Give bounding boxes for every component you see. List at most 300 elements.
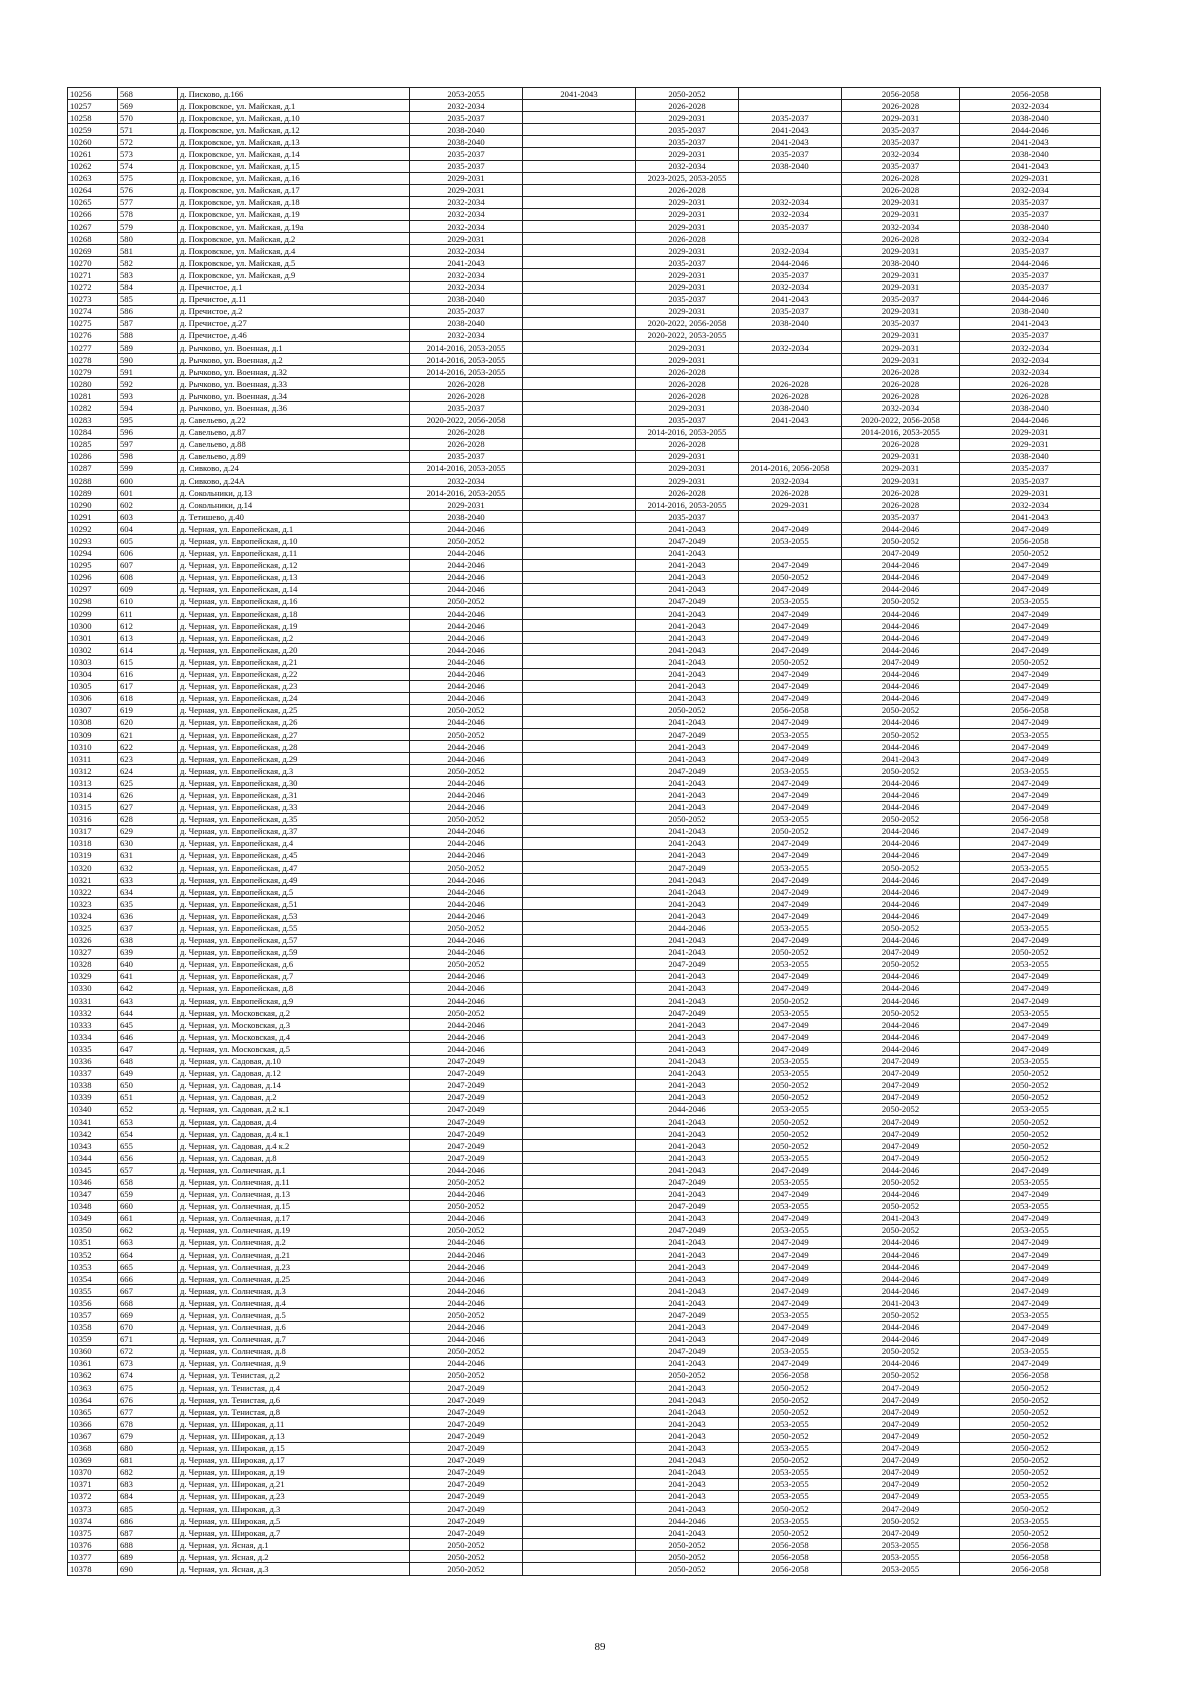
address-cell: д. Черная, ул. Европейская, д.51: [178, 898, 410, 910]
period-col-3-cell: 2050-2052: [636, 1369, 739, 1381]
period-col-2-cell: [523, 402, 636, 414]
row-number-cell: 686: [118, 1515, 178, 1527]
address-cell: д. Черная, ул. Европейская, д.14: [178, 583, 410, 595]
row-number-cell: 621: [118, 728, 178, 740]
row-id-cell: 10319: [68, 849, 118, 861]
period-col-4-cell: 2053-2055: [739, 1007, 842, 1019]
row-number-cell: 647: [118, 1043, 178, 1055]
period-col-2-cell: [523, 704, 636, 716]
period-col-6-cell: 2053-2055: [960, 1103, 1101, 1115]
table-row: [68, 1273, 1101, 1285]
address-cell: д. Черная, ул. Европейская, д.23: [178, 680, 410, 692]
period-col-1-cell: 2029-2031: [410, 184, 523, 196]
period-col-2-cell: [523, 1382, 636, 1394]
row-id-cell: 10339: [68, 1091, 118, 1103]
period-col-1-cell: 2047-2049: [410, 1055, 523, 1067]
period-col-2-cell: [523, 293, 636, 305]
period-col-4-cell: 2050-2052: [739, 946, 842, 958]
period-col-4-cell: 2053-2055: [739, 1103, 842, 1115]
period-col-4-cell: 2047-2049: [739, 632, 842, 644]
period-col-4-cell: 2053-2055: [739, 1152, 842, 1164]
period-col-2-cell: [523, 1019, 636, 1031]
address-cell: д. Черная, ул. Европейская, д.33: [178, 801, 410, 813]
period-col-6-cell: 2053-2055: [960, 958, 1101, 970]
address-cell: д. Покровское, ул. Майская, д.19: [178, 208, 410, 220]
period-col-6-cell: 2053-2055: [960, 862, 1101, 874]
row-id-cell: 10369: [68, 1454, 118, 1466]
period-col-5-cell: 2044-2046: [842, 644, 960, 656]
table-row: [68, 608, 1101, 620]
row-id-cell: 10328: [68, 958, 118, 970]
period-col-4-cell: 2053-2055: [739, 958, 842, 970]
period-col-2-cell: [523, 632, 636, 644]
table-row: [68, 1043, 1101, 1055]
period-col-3-cell: 2044-2046: [636, 1103, 739, 1115]
period-col-5-cell: 2044-2046: [842, 1357, 960, 1369]
period-col-1-cell: 2050-2052: [410, 1539, 523, 1551]
table-row: [68, 1031, 1101, 1043]
row-number-cell: 614: [118, 644, 178, 656]
period-col-4-cell: 2047-2049: [739, 1321, 842, 1333]
row-id-cell: 10276: [68, 329, 118, 341]
period-col-1-cell: 2050-2052: [410, 1345, 523, 1357]
period-col-1-cell: 2038-2040: [410, 511, 523, 523]
address-cell: д. Черная, ул. Тенистая, д.6: [178, 1394, 410, 1406]
period-col-2-cell: [523, 547, 636, 559]
address-cell: д. Покровское, ул. Майская, д.5: [178, 257, 410, 269]
address-cell: д. Черная, ул. Широкая, д.13: [178, 1430, 410, 1442]
period-col-3-cell: 2047-2049: [636, 765, 739, 777]
row-id-cell: 10259: [68, 124, 118, 136]
row-id-cell: 10373: [68, 1502, 118, 1514]
row-id-cell: 10345: [68, 1164, 118, 1176]
period-col-6-cell: 2047-2049: [960, 801, 1101, 813]
period-col-3-cell: 2014-2016, 2053-2055: [636, 426, 739, 438]
table-row: [68, 281, 1101, 293]
period-col-2-cell: [523, 535, 636, 547]
period-col-3-cell: 2035-2037: [636, 511, 739, 523]
row-id-cell: 10322: [68, 886, 118, 898]
row-number-cell: 678: [118, 1418, 178, 1430]
table-row: [68, 946, 1101, 958]
period-col-6-cell: 2047-2049: [960, 970, 1101, 982]
address-cell: д. Сокольники, д.13: [178, 487, 410, 499]
period-col-2-cell: [523, 438, 636, 450]
address-cell: д. Рычково, ул. Военная, д.32: [178, 366, 410, 378]
period-col-3-cell: 2047-2049: [636, 1345, 739, 1357]
period-col-2-cell: [523, 329, 636, 341]
period-col-2-cell: [523, 317, 636, 329]
period-col-3-cell: 2041-2043: [636, 970, 739, 982]
table-row: [68, 680, 1101, 692]
address-cell: д. Черная, ул. Широкая, д.23: [178, 1490, 410, 1502]
period-col-5-cell: 2047-2049: [842, 656, 960, 668]
period-col-5-cell: 2047-2049: [842, 1128, 960, 1140]
period-col-5-cell: 2047-2049: [842, 1140, 960, 1152]
period-col-3-cell: 2050-2052: [636, 1551, 739, 1563]
period-col-1-cell: 2029-2031: [410, 233, 523, 245]
period-col-3-cell: 2029-2031: [636, 305, 739, 317]
period-col-3-cell: 2041-2043: [636, 716, 739, 728]
row-number-cell: 672: [118, 1345, 178, 1357]
row-id-cell: 10308: [68, 716, 118, 728]
table-row: [68, 1490, 1101, 1502]
row-id-cell: 10279: [68, 366, 118, 378]
address-cell: д. Пречистое, д.1: [178, 281, 410, 293]
period-col-6-cell: 2047-2049: [960, 608, 1101, 620]
period-col-3-cell: 2041-2043: [636, 571, 739, 583]
row-number-cell: 596: [118, 426, 178, 438]
period-col-2-cell: [523, 1394, 636, 1406]
period-col-5-cell: 2032-2034: [842, 402, 960, 414]
period-col-2-cell: [523, 196, 636, 208]
row-number-cell: 639: [118, 946, 178, 958]
period-col-3-cell: 2041-2043: [636, 910, 739, 922]
period-col-3-cell: 2041-2043: [636, 1079, 739, 1091]
period-col-5-cell: 2053-2055: [842, 1563, 960, 1575]
period-col-3-cell: 2047-2049: [636, 1176, 739, 1188]
row-number-cell: 603: [118, 511, 178, 523]
period-col-4-cell: 2032-2034: [739, 245, 842, 257]
row-number-cell: 610: [118, 595, 178, 607]
period-col-2-cell: [523, 426, 636, 438]
period-col-4-cell: 2041-2043: [739, 414, 842, 426]
period-col-2-cell: [523, 1273, 636, 1285]
table-row: [68, 789, 1101, 801]
period-col-3-cell: 2041-2043: [636, 1236, 739, 1248]
period-col-1-cell: 2032-2034: [410, 281, 523, 293]
period-col-4-cell: 2053-2055: [739, 1478, 842, 1490]
period-col-5-cell: 2047-2049: [842, 1091, 960, 1103]
period-col-3-cell: 2032-2034: [636, 160, 739, 172]
row-number-cell: 578: [118, 208, 178, 220]
period-col-6-cell: 2050-2052: [960, 1442, 1101, 1454]
period-col-3-cell: 2026-2028: [636, 184, 739, 196]
period-col-3-cell: 2041-2043: [636, 1430, 739, 1442]
period-col-6-cell: 2050-2052: [960, 1140, 1101, 1152]
period-col-6-cell: 2047-2049: [960, 849, 1101, 861]
period-col-3-cell: 2041-2043: [636, 1043, 739, 1055]
row-number-cell: 609: [118, 583, 178, 595]
row-number-cell: 631: [118, 849, 178, 861]
period-col-2-cell: [523, 499, 636, 511]
period-col-6-cell: 2047-2049: [960, 874, 1101, 886]
period-col-6-cell: 2050-2052: [960, 1502, 1101, 1514]
row-number-cell: 624: [118, 765, 178, 777]
period-col-6-cell: 2050-2052: [960, 1091, 1101, 1103]
period-col-6-cell: 2053-2055: [960, 1309, 1101, 1321]
period-col-5-cell: 2026-2028: [842, 487, 960, 499]
period-col-4-cell: 2047-2049: [739, 1357, 842, 1369]
address-cell: д. Черная, ул. Европейская, д.27: [178, 728, 410, 740]
address-cell: д. Черная, ул. Тенистая, д.4: [178, 1382, 410, 1394]
row-number-cell: 590: [118, 354, 178, 366]
table-row: [68, 221, 1101, 233]
period-col-1-cell: 2044-2046: [410, 1249, 523, 1261]
period-col-6-cell: 2047-2049: [960, 571, 1101, 583]
address-cell: д. Черная, ул. Садовая, д.14: [178, 1079, 410, 1091]
row-id-cell: 10351: [68, 1236, 118, 1248]
period-col-3-cell: 2041-2043: [636, 1454, 739, 1466]
period-col-1-cell: 2050-2052: [410, 535, 523, 547]
period-col-1-cell: 2044-2046: [410, 946, 523, 958]
period-col-2-cell: [523, 1406, 636, 1418]
period-col-4-cell: 2050-2052: [739, 656, 842, 668]
period-col-5-cell: 2029-2031: [842, 305, 960, 317]
period-col-1-cell: 2047-2049: [410, 1515, 523, 1527]
table-row: [68, 728, 1101, 740]
table-row: [68, 1176, 1101, 1188]
row-number-cell: 625: [118, 777, 178, 789]
period-col-2-cell: [523, 1527, 636, 1539]
period-col-6-cell: 2050-2052: [960, 1079, 1101, 1091]
period-col-2-cell: [523, 922, 636, 934]
period-col-5-cell: 2026-2028: [842, 172, 960, 184]
period-col-2-cell: [523, 136, 636, 148]
period-col-2-cell: [523, 1128, 636, 1140]
period-col-1-cell: 2044-2046: [410, 1285, 523, 1297]
page-number: 89: [594, 1641, 606, 1653]
period-col-6-cell: 2050-2052: [960, 656, 1101, 668]
period-col-4-cell: 2050-2052: [739, 1128, 842, 1140]
period-col-5-cell: 2029-2031: [842, 245, 960, 257]
period-col-3-cell: 2041-2043: [636, 1212, 739, 1224]
address-cell: д. Черная, ул. Широкая, д.21: [178, 1478, 410, 1490]
table-row: [68, 390, 1101, 402]
table-row: [68, 571, 1101, 583]
table-row: [68, 317, 1101, 329]
period-col-4-cell: [739, 354, 842, 366]
table-row: [68, 547, 1101, 559]
row-number-cell: 630: [118, 837, 178, 849]
period-col-6-cell: 2035-2037: [960, 281, 1101, 293]
table-row: [68, 801, 1101, 813]
period-col-2-cell: [523, 208, 636, 220]
document-sheet: [67, 87, 1100, 1576]
address-cell: д. Рычково, ул. Военная, д.36: [178, 402, 410, 414]
row-id-cell: 10365: [68, 1406, 118, 1418]
address-cell: д. Черная, ул. Солнечная, д.1: [178, 1164, 410, 1176]
table-row: [68, 136, 1101, 148]
row-id-cell: 10274: [68, 305, 118, 317]
period-col-3-cell: 2050-2052: [636, 88, 739, 100]
period-col-3-cell: 2047-2049: [636, 1309, 739, 1321]
period-col-4-cell: 2026-2028: [739, 487, 842, 499]
period-col-4-cell: 2047-2049: [739, 1261, 842, 1273]
period-col-3-cell: 2041-2043: [636, 849, 739, 861]
table-row: [68, 184, 1101, 196]
period-col-5-cell: 2041-2043: [842, 1212, 960, 1224]
period-col-2-cell: [523, 1357, 636, 1369]
address-cell: д. Черная, ул. Европейская, д.10: [178, 535, 410, 547]
period-col-4-cell: 2029-2031: [739, 499, 842, 511]
table-row: [68, 922, 1101, 934]
row-id-cell: 10374: [68, 1515, 118, 1527]
period-col-3-cell: 2041-2043: [636, 1357, 739, 1369]
table-row: [68, 1067, 1101, 1079]
period-col-1-cell: 2044-2046: [410, 753, 523, 765]
period-col-3-cell: 2026-2028: [636, 100, 739, 112]
row-id-cell: 10323: [68, 898, 118, 910]
row-number-cell: 652: [118, 1103, 178, 1115]
row-number-cell: 670: [118, 1321, 178, 1333]
row-number-cell: 574: [118, 160, 178, 172]
period-col-2-cell: [523, 1224, 636, 1236]
period-col-4-cell: 2047-2049: [739, 1043, 842, 1055]
period-col-5-cell: 2047-2049: [842, 547, 960, 559]
period-col-4-cell: 2053-2055: [739, 1418, 842, 1430]
table-row: [68, 172, 1101, 184]
period-col-4-cell: [739, 366, 842, 378]
period-col-3-cell: 2029-2031: [636, 475, 739, 487]
period-col-4-cell: 2050-2052: [739, 1115, 842, 1127]
period-col-3-cell: 2041-2043: [636, 1140, 739, 1152]
row-id-cell: 10375: [68, 1527, 118, 1539]
period-col-1-cell: 2044-2046: [410, 777, 523, 789]
period-col-4-cell: 2047-2049: [739, 777, 842, 789]
period-col-2-cell: [523, 378, 636, 390]
period-col-1-cell: 2032-2034: [410, 208, 523, 220]
address-cell: д. Покровское, ул. Майская, д.12: [178, 124, 410, 136]
period-col-6-cell: 2047-2049: [960, 910, 1101, 922]
period-col-3-cell: 2041-2043: [636, 886, 739, 898]
row-id-cell: 10359: [68, 1333, 118, 1345]
table-row: [68, 862, 1101, 874]
period-col-6-cell: 2047-2049: [960, 1188, 1101, 1200]
period-col-1-cell: 2047-2049: [410, 1140, 523, 1152]
table-row: [68, 1345, 1101, 1357]
period-col-1-cell: 2047-2049: [410, 1067, 523, 1079]
period-col-6-cell: 2047-2049: [960, 1164, 1101, 1176]
period-col-1-cell: 2047-2049: [410, 1418, 523, 1430]
row-number-cell: 680: [118, 1442, 178, 1454]
row-number-cell: 649: [118, 1067, 178, 1079]
period-col-6-cell: 2041-2043: [960, 317, 1101, 329]
row-id-cell: 10303: [68, 656, 118, 668]
row-number-cell: 629: [118, 825, 178, 837]
period-col-5-cell: 2026-2028: [842, 366, 960, 378]
address-cell: д. Покровское, ул. Майская, д.2: [178, 233, 410, 245]
period-col-1-cell: 2047-2049: [410, 1502, 523, 1514]
table-row: [68, 632, 1101, 644]
table-row: [68, 1309, 1101, 1321]
address-cell: д. Черная, ул. Солнечная, д.25: [178, 1273, 410, 1285]
period-col-3-cell: 2041-2043: [636, 680, 739, 692]
row-id-cell: 10301: [68, 632, 118, 644]
period-col-2-cell: [523, 366, 636, 378]
row-number-cell: 645: [118, 1019, 178, 1031]
row-id-cell: 10324: [68, 910, 118, 922]
period-col-2-cell: [523, 305, 636, 317]
row-id-cell: 10271: [68, 269, 118, 281]
period-col-2-cell: [523, 668, 636, 680]
period-col-6-cell: 2050-2052: [960, 1466, 1101, 1478]
period-col-4-cell: 2047-2049: [739, 849, 842, 861]
table-row: [68, 1297, 1101, 1309]
period-col-5-cell: 2047-2049: [842, 1394, 960, 1406]
period-col-5-cell: 2035-2037: [842, 317, 960, 329]
period-col-2-cell: [523, 257, 636, 269]
address-cell: д. Пречистое, д.11: [178, 293, 410, 305]
period-col-6-cell: 2047-2049: [960, 523, 1101, 535]
table-row: [68, 1152, 1101, 1164]
table-row: [68, 583, 1101, 595]
period-col-3-cell: 2041-2043: [636, 1128, 739, 1140]
period-col-5-cell: 2050-2052: [842, 1224, 960, 1236]
address-cell: д. Савельево, д.88: [178, 438, 410, 450]
table-row: [68, 1103, 1101, 1115]
row-number-cell: 671: [118, 1333, 178, 1345]
period-col-3-cell: 2026-2028: [636, 233, 739, 245]
period-col-2-cell: [523, 1490, 636, 1502]
table-row: [68, 1224, 1101, 1236]
address-cell: д. Черная, ул. Европейская, д.4: [178, 837, 410, 849]
period-col-5-cell: 2044-2046: [842, 874, 960, 886]
period-col-5-cell: 2047-2049: [842, 1152, 960, 1164]
period-col-6-cell: 2032-2034: [960, 233, 1101, 245]
row-number-cell: 572: [118, 136, 178, 148]
period-col-3-cell: 2041-2043: [636, 1418, 739, 1430]
row-id-cell: 10282: [68, 402, 118, 414]
table-row: [68, 1019, 1101, 1031]
period-col-2-cell: [523, 934, 636, 946]
period-col-3-cell: 2041-2043: [636, 777, 739, 789]
period-col-5-cell: 2050-2052: [842, 765, 960, 777]
period-col-4-cell: 2047-2049: [739, 680, 842, 692]
period-col-4-cell: 2035-2037: [739, 305, 842, 317]
period-col-6-cell: 2056-2058: [960, 1369, 1101, 1381]
address-cell: д. Пречистое, д.27: [178, 317, 410, 329]
period-col-1-cell: 2044-2046: [410, 571, 523, 583]
row-id-cell: 10302: [68, 644, 118, 656]
address-cell: д. Савельево, д.89: [178, 450, 410, 462]
row-number-cell: 668: [118, 1297, 178, 1309]
row-number-cell: 666: [118, 1273, 178, 1285]
table-row: [68, 354, 1101, 366]
period-col-5-cell: 2050-2052: [842, 1200, 960, 1212]
table-row: [68, 1261, 1101, 1273]
period-col-3-cell: 2041-2043: [636, 801, 739, 813]
period-col-4-cell: [739, 511, 842, 523]
period-col-4-cell: 2053-2055: [739, 922, 842, 934]
table-row: [68, 837, 1101, 849]
period-col-2-cell: [523, 728, 636, 740]
period-col-4-cell: 2032-2034: [739, 196, 842, 208]
period-col-5-cell: 2047-2049: [842, 1067, 960, 1079]
row-id-cell: 10272: [68, 281, 118, 293]
period-col-3-cell: 2041-2043: [636, 982, 739, 994]
period-col-4-cell: 2032-2034: [739, 208, 842, 220]
table-row: [68, 1333, 1101, 1345]
row-id-cell: 10366: [68, 1418, 118, 1430]
period-col-3-cell: 2041-2043: [636, 644, 739, 656]
period-col-2-cell: [523, 269, 636, 281]
address-cell: д. Черная, ул. Европейская, д.25: [178, 704, 410, 716]
table-row: [68, 341, 1101, 353]
row-number-cell: 641: [118, 970, 178, 982]
period-col-2-cell: [523, 172, 636, 184]
period-col-2-cell: [523, 1551, 636, 1563]
period-col-5-cell: 2047-2049: [842, 1418, 960, 1430]
row-id-cell: 10315: [68, 801, 118, 813]
row-id-cell: 10367: [68, 1430, 118, 1442]
row-number-cell: 583: [118, 269, 178, 281]
period-col-4-cell: 2047-2049: [739, 741, 842, 753]
row-id-cell: 10284: [68, 426, 118, 438]
period-col-5-cell: 2029-2031: [842, 341, 960, 353]
address-cell: д. Черная, ул. Европейская, д.2: [178, 632, 410, 644]
period-col-2-cell: [523, 245, 636, 257]
